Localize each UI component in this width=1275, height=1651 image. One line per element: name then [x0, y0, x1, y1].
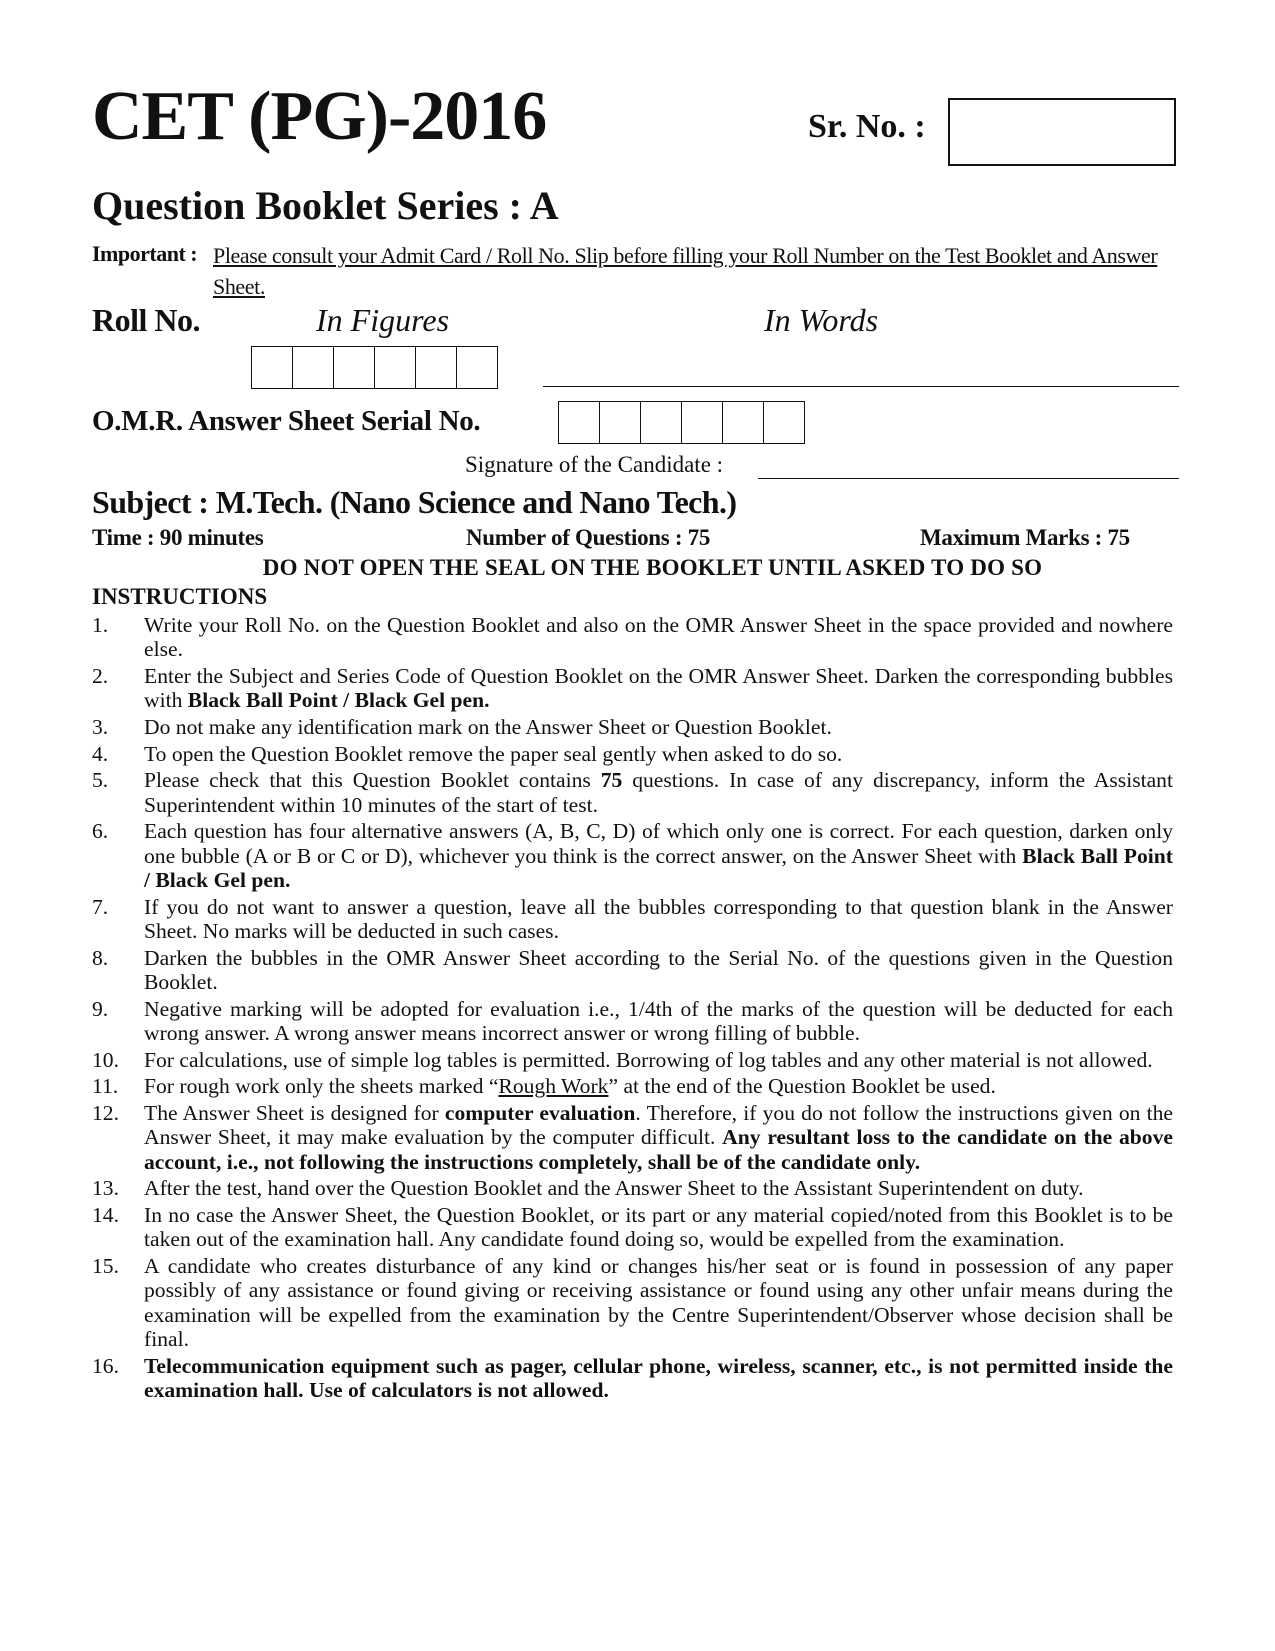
instruction-text-part: The Answer Sheet is designed for [144, 1100, 445, 1125]
instruction-number: 6. [92, 819, 109, 844]
instruction-item [92, 742, 1173, 766]
instruction-number: 3. [92, 715, 109, 739]
instruction-number: 16. [92, 1353, 119, 1378]
instruction-item [92, 664, 1173, 713]
instruction-number: 10. [92, 1047, 119, 1072]
instruction-text [144, 1203, 1173, 1252]
instruction-text [144, 715, 1173, 739]
instruction-text-part: 75 [600, 768, 623, 793]
instruction-text [144, 1254, 1173, 1352]
instruction-text [144, 1101, 1173, 1174]
signature-label: Signature of the Candidate : [465, 452, 724, 477]
instruction-item [92, 819, 1173, 892]
instruction-item [92, 1074, 1173, 1098]
instruction-text [144, 997, 1173, 1046]
instruction-text-part: Please check that this Question Booklet contains [144, 768, 601, 793]
instruction-number: 2. [92, 664, 109, 688]
instruction-text-part: Each question has four alternative answers (A, B, C, D) of which only one is correct. For each question, darken only one bubble (A or B or C or D), whichever you think is the correct answer, on the Answer Sheet with [144, 819, 1173, 868]
in-words-label: In Words [764, 302, 879, 338]
instruction-number: 1. [92, 613, 109, 637]
instruction-text [144, 1074, 1173, 1098]
roll-digit-box[interactable] [252, 347, 293, 388]
instruction-text [144, 946, 1173, 995]
instruction-text [144, 768, 1173, 817]
instruction-text-part: Any resultant loss to the candidate on the above account, i.e., not following the instructions completely, shall be of the candidate only. [144, 1125, 1173, 1174]
omr-digit-box[interactable] [641, 402, 682, 443]
instruction-text [144, 1354, 1173, 1403]
instruction-number: 9. [92, 996, 109, 1021]
instruction-item [92, 1354, 1173, 1403]
instruction-text-part: Negative marking will be adopted for evaluation i.e., 1/4th of the marks of the question will be deducted for each wrong answer. A wrong answer means incorrect answer or wrong filling of bubble. [144, 996, 1173, 1045]
instruction-item [92, 895, 1173, 944]
omr-serial-label: O.M.R. Answer Sheet Serial No. [92, 405, 481, 437]
instruction-text [144, 1048, 1173, 1072]
instruction-number: 5. [92, 768, 109, 793]
roll-digit-box[interactable] [293, 347, 334, 388]
instruction-text-part: Do not make any identification mark on the Answer Sheet or Question Booklet. [144, 715, 832, 739]
instruction-text-part: Rough Work [498, 1074, 609, 1099]
instruction-text-part: In no case the Answer Sheet, the Question Booklet, or its part or any material copied/noted from this Booklet is to be taken out of the examination hall. Any candidate found doing so, would be expelled from the examination. [144, 1202, 1173, 1252]
instruction-text-part: Black Ball Point / Black Gel pen. [144, 843, 1173, 892]
in-figures-label: In Figures [316, 302, 450, 338]
instruction-text [144, 895, 1173, 944]
instruction-number: 11. [92, 1074, 119, 1099]
instruction-text-part: Darken the bubbles in the OMR Answer Sheet according to the Serial No. of the questions given in the Question Booklet. [144, 945, 1173, 994]
instruction-text-part: For rough work only the sheets marked “ [144, 1074, 499, 1099]
important-note: Please consult your Admit Card / Roll No. Slip before filling your Roll Number on the Test Booklet and Answer Sheet. [213, 243, 1158, 299]
subject-title: Subject : M.Tech. (Nano Science and Nano Tech.) [92, 484, 737, 520]
instruction-item [92, 768, 1173, 817]
instruction-text-part: ” at the end of the Question Booklet be used. [608, 1074, 996, 1099]
instruction-item [92, 1176, 1173, 1200]
roll-digit-box[interactable] [334, 347, 375, 388]
instruction-text-part: Telecommunication equipment such as pager, cellular phone, wireless, scanner, etc., is not permitted inside the examination hall. Use of calculators is not allowed. [144, 1353, 1173, 1402]
omr-digit-box[interactable] [682, 402, 723, 443]
instruction-text [144, 1176, 1173, 1200]
instruction-text-part: Black Ball Point / Black Gel pen. [187, 688, 490, 713]
instruction-item [92, 1254, 1173, 1352]
instruction-text [144, 819, 1173, 892]
time-limit: Time : 90 minutes [92, 525, 264, 550]
omr-digit-box[interactable] [559, 402, 600, 443]
instruction-item [92, 1048, 1173, 1072]
omr-serial-boxes[interactable] [558, 401, 805, 444]
instruction-item [92, 1101, 1173, 1174]
roll-digit-box[interactable] [416, 347, 457, 388]
instruction-number: 8. [92, 945, 109, 970]
instruction-text-part: After the test, hand over the Question Booklet and the Answer Sheet to the Assistant Superintendent on duty. [144, 1176, 1084, 1201]
instruction-text-part: Write your Roll No. on the Question Booklet and also on the OMR Answer Sheet in the space provided and nowhere else. [144, 613, 1173, 662]
instruction-text-part: If you do not want to answer a question, leave all the bubbles corresponding to that question blank in the Answer Sheet. No marks will be deducted in such cases. [144, 894, 1173, 943]
instruction-item [92, 997, 1173, 1046]
omr-digit-box[interactable] [764, 402, 804, 443]
roll-number-boxes[interactable] [251, 346, 498, 389]
serial-number-box[interactable] [948, 98, 1176, 166]
instruction-number: 14. [92, 1202, 119, 1227]
omr-digit-box[interactable] [600, 402, 641, 443]
instruction-text [144, 664, 1173, 713]
maximum-marks: Maximum Marks : 75 [920, 525, 1130, 550]
booklet-series: Question Booklet Series : A [92, 183, 559, 228]
instruction-number: 13. [92, 1176, 119, 1201]
roll-digit-box[interactable] [457, 347, 497, 388]
instruction-text-part: A candidate who creates disturbance of any kind or changes his/her seat or is found in possession of any paper possibly of any assistance or found giving or receiving assistance or found using any other unfair means during the examination will be expelled from the examination by the Centre Superintendent/Observer whose decision shall be final. [144, 1253, 1173, 1351]
question-count: Number of Questions : 75 [466, 525, 711, 550]
exam-title: CET (PG)-2016 [92, 78, 547, 155]
instruction-text [144, 742, 1173, 766]
roll-digit-box[interactable] [375, 347, 416, 388]
instructions-heading: INSTRUCTIONS [92, 584, 268, 609]
roll-number-label: Roll No. [92, 302, 200, 338]
instruction-text [144, 613, 1173, 662]
instruction-item [92, 715, 1173, 739]
instruction-number: 7. [92, 894, 109, 919]
seal-notice: DO NOT OPEN THE SEAL ON THE BOOKLET UNTIL ASKED TO DO SO [262, 555, 1043, 580]
instruction-number: 15. [92, 1253, 119, 1278]
signature-line[interactable] [758, 478, 1179, 479]
instruction-text-part: To open the Question Booklet remove the paper seal gently when asked to do so. [144, 741, 843, 766]
instruction-item [92, 946, 1173, 995]
instruction-item [92, 1203, 1173, 1252]
instruction-text-part: For calculations, use of simple log tables is permitted. Borrowing of log tables and any other material is not allowed. [144, 1047, 1153, 1072]
serial-number-label: Sr. No. : [808, 108, 926, 145]
important-label: Important : [92, 241, 198, 266]
instructions-list [92, 613, 1173, 1405]
roll-words-line[interactable] [543, 386, 1179, 387]
omr-digit-box[interactable] [723, 402, 764, 443]
instruction-number: 4. [92, 741, 109, 766]
instruction-number: 12. [92, 1100, 119, 1125]
instruction-item [92, 613, 1173, 662]
instruction-text-part: . Therefore, if you do not follow the instructions given on the Answer Sheet, it may make evaluation by the computer difficult. [144, 1100, 1173, 1150]
instruction-text-part: Enter the Subject and Series Code of Question Booklet on the OMR Answer Sheet. Darken the corresponding bubbles with [144, 664, 1173, 713]
instruction-text-part: computer evaluation [444, 1100, 636, 1125]
instruction-text-part: questions. In case of any discrepancy, inform the Assistant Superintendent within 10 minutes of the start of test. [144, 768, 1173, 817]
